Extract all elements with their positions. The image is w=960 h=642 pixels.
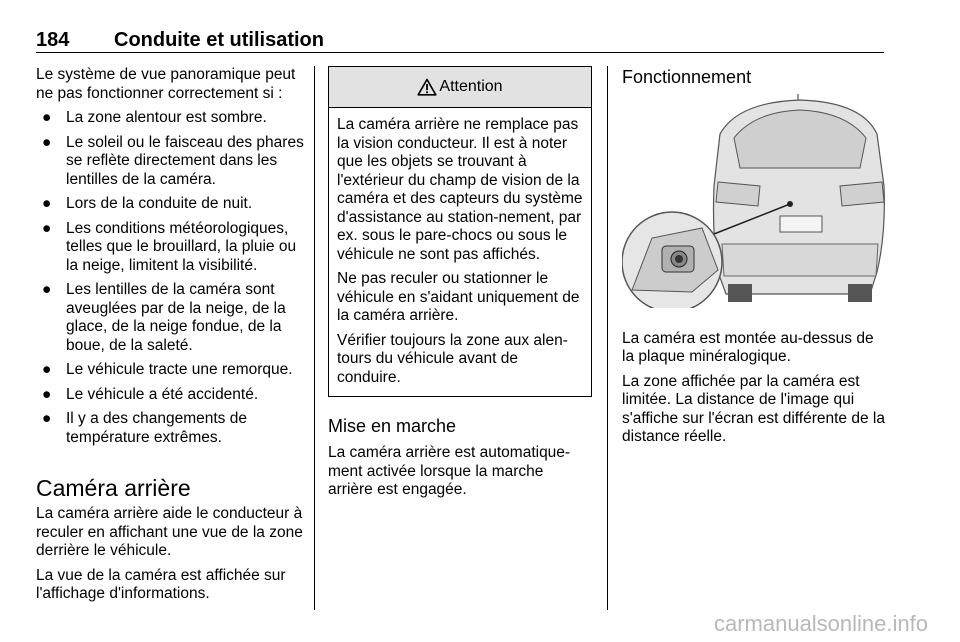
page-number: 184 — [36, 29, 70, 51]
attention-header — [329, 67, 591, 108]
column-right — [622, 66, 888, 453]
bullet-icon: ● — [42, 385, 52, 403]
paragraph: Vérifier toujours la zone aux alen-tours du véhicule avant de conduire. — [337, 331, 568, 386]
page-header — [36, 30, 884, 53]
warning-triangle-icon — [417, 78, 437, 96]
paragraph: La caméra arrière aide le conducteur à reculer en affichant une vue de la zone derrière le véhicule. — [36, 505, 303, 559]
bullet-icon: ● — [42, 195, 52, 212]
subheading: Mise en marche — [328, 416, 457, 436]
list-item: ● Les lentilles de la caméra sont aveuglées par de la neige, de la glace, de la neige fondue, de la boue, de la saleté. — [42, 281, 286, 354]
paragraph: La zone affichée par la caméra est limitée. La distance de l'image qui s'affiche sur l'écran est différente de la distance réelle. — [622, 372, 885, 445]
list-item: ● Le véhicule tracte une remorque. — [42, 361, 293, 378]
bullet-icon: ● — [42, 281, 52, 298]
column-middle — [328, 66, 592, 506]
paragraph: La caméra arrière est automatique-ment activée lorsque la marche arrière est engagée. — [328, 444, 571, 498]
paragraph: Ne pas reculer ou stationner le véhicule en s'aidant uniquement de la caméra arrière. — [337, 270, 580, 324]
bullet-icon: ● — [42, 219, 52, 237]
list-item: ● Lors de la conduite de nuit. — [42, 195, 253, 212]
list-item: ● Le soleil ou le faisceau des phares se reflète directement dans les lentilles de la caméra. — [42, 133, 304, 188]
list-item: ● Il y a des changements de température extrêmes. — [42, 410, 247, 446]
attention-title: Attention — [439, 77, 503, 95]
bullet-icon: ● — [42, 361, 52, 378]
page-title: Conduite et utilisation — [114, 29, 324, 51]
paragraph: La caméra est montée au-dessus de la plaque minéralogique. — [622, 329, 874, 365]
paragraph: La vue de la caméra est affichée sur l'affichage d'informations. — [36, 566, 286, 602]
intro-paragraph: Le système de vue panoramique peut ne pas fonctionner correctement si : — [36, 66, 296, 102]
attention-box — [328, 66, 592, 397]
list-item: ● Le véhicule a été accidenté. — [42, 385, 259, 403]
list-item: ● La zone alentour est sombre. — [42, 109, 267, 126]
watermark: carmanualsonline.info — [713, 611, 928, 636]
section-title: Caméra arrière — [36, 475, 191, 501]
bullet-icon: ● — [42, 109, 52, 126]
attention-body — [329, 108, 591, 396]
conditions-list — [36, 109, 304, 447]
column-divider — [607, 66, 608, 610]
rear-camera-illustration — [622, 94, 886, 308]
bullet-icon: ● — [42, 410, 52, 427]
paragraph: La caméra arrière ne remplace pas la vision conducteur. Il est à noter que les objets se trouvant à l'extérieur du champ de vision de la caméra et des capteurs du système d'assistance au station-nement, par ex. sous le pare-chocs ou sous le véhicule ne sont pas affichés. — [337, 116, 583, 263]
column-left — [36, 66, 304, 610]
bullet-icon: ● — [42, 133, 52, 151]
column-divider — [314, 66, 315, 610]
list-item: ● Les conditions météorologiques, telles que le brouillard, la pluie ou la neige, limitent la visibilité. — [42, 219, 297, 274]
section-heading: Fonctionnement — [622, 67, 752, 87]
